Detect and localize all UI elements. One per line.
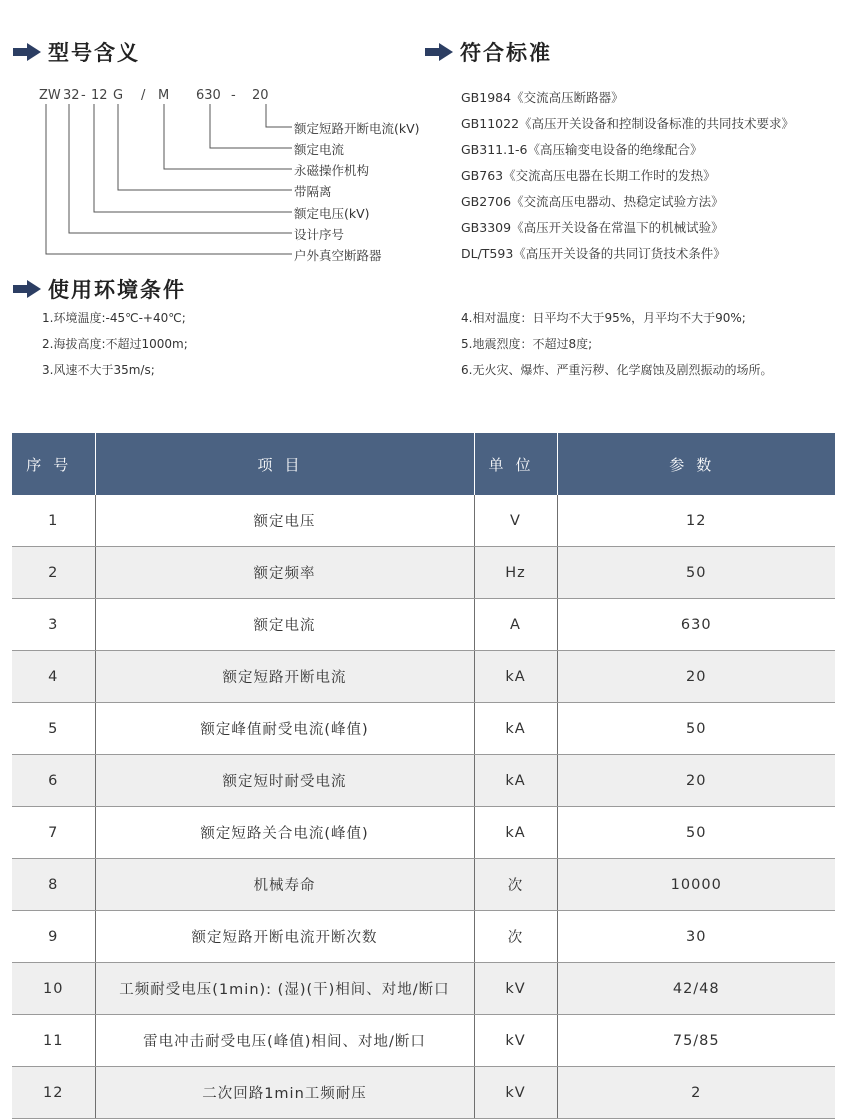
cell-index: 12 <box>12 1067 95 1119</box>
cell-item: 额定峰值耐受电流(峰值) <box>95 703 474 755</box>
cell-unit: kA <box>474 703 557 755</box>
environment-title: 使用环境条件 <box>48 278 186 302</box>
cell-index: 11 <box>12 1015 95 1067</box>
model-meaning-heading <box>12 37 140 67</box>
cell-index: 4 <box>12 651 95 703</box>
spec-table <box>12 433 835 1119</box>
code-part: ZW <box>39 88 61 103</box>
meaning-item: 永磁操作机构 <box>294 163 370 178</box>
cell-value: 10000 <box>557 859 835 911</box>
env-condition: 1.环境温度:-45℃-+40℃; <box>42 311 186 325</box>
env-condition: 2.海拔高度:不超过1000m; <box>42 337 188 351</box>
standard-item: GB311.1-6《高压输变电设备的绝缘配合》 <box>461 142 703 157</box>
cell-value: 30 <box>557 911 835 963</box>
table-row <box>12 495 835 547</box>
cell-value: 50 <box>557 703 835 755</box>
arrow-right-icon <box>424 42 454 62</box>
cell-item: 额定电压 <box>95 495 474 547</box>
standard-item: GB3309《高压开关设备在常温下的机械试验》 <box>461 220 724 235</box>
standards-title: 符合标准 <box>460 41 552 65</box>
env-condition: 3.风速不大于35m/s; <box>42 363 155 377</box>
standard-item: GB763《交流高压电器在长期工作时的发热》 <box>461 168 716 183</box>
arrow-right-icon <box>12 42 42 62</box>
cell-item: 额定短时耐受电流 <box>95 755 474 807</box>
cell-unit: kA <box>474 651 557 703</box>
cell-unit: kA <box>474 755 557 807</box>
standard-item: GB1984《交流高压断路器》 <box>461 90 624 105</box>
cell-item: 雷电冲击耐受电压(峰值)相间、对地/断口 <box>95 1015 474 1067</box>
header-item: 项目 <box>95 433 474 495</box>
cell-unit: kV <box>474 963 557 1015</box>
standard-item: GB2706《交流高压电器动、热稳定试验方法》 <box>461 194 724 209</box>
cell-value: 50 <box>557 547 835 599</box>
standards-heading <box>424 37 552 67</box>
cell-index: 3 <box>12 599 95 651</box>
cell-index: 6 <box>12 755 95 807</box>
standard-item: DL/T593《高压开关设备的共同订货技术条件》 <box>461 246 726 261</box>
header-unit: 单位 <box>474 433 557 495</box>
environment-heading <box>12 274 186 304</box>
table-body <box>12 495 835 1119</box>
cell-item: 额定短路开断电流 <box>95 651 474 703</box>
cell-value: 630 <box>557 599 835 651</box>
meaning-item: 带隔离 <box>294 184 332 199</box>
cell-item: 额定电流 <box>95 599 474 651</box>
table-header-row <box>12 433 835 495</box>
cell-index: 8 <box>12 859 95 911</box>
cell-unit: kV <box>474 1015 557 1067</box>
table-row <box>12 599 835 651</box>
code-part: 32 <box>63 88 80 103</box>
cell-item: 额定频率 <box>95 547 474 599</box>
code-part: / <box>141 88 146 103</box>
table-row <box>12 547 835 599</box>
meaning-item: 额定电流 <box>294 142 345 157</box>
code-part: 20 <box>252 88 269 103</box>
cell-value: 12 <box>557 495 835 547</box>
table-row <box>12 859 835 911</box>
cell-item: 二次回路1min工频耐压 <box>95 1067 474 1119</box>
meaning-item: 额定电压(kV) <box>294 206 370 221</box>
cell-index: 10 <box>12 963 95 1015</box>
cell-index: 2 <box>12 547 95 599</box>
cell-value: 2 <box>557 1067 835 1119</box>
cell-value: 20 <box>557 651 835 703</box>
cell-unit: Hz <box>474 547 557 599</box>
table-row <box>12 1015 835 1067</box>
code-part: 630 <box>196 88 221 103</box>
env-condition: 4.相对温度：日平均不大于95%，月平均不大于90%; <box>461 311 746 325</box>
cell-value: 75/85 <box>557 1015 835 1067</box>
header-value: 参数 <box>557 433 835 495</box>
meaning-item: 户外真空断路器 <box>294 248 382 263</box>
cell-index: 9 <box>12 911 95 963</box>
header-index: 序号 <box>12 433 95 495</box>
code-part: M <box>158 88 170 103</box>
cell-item: 工频耐受电压(1min): (湿)(干)相间、对地/断口 <box>95 963 474 1015</box>
env-condition: 5.地震烈度：不超过8度; <box>461 337 593 351</box>
table-row <box>12 807 835 859</box>
cell-item: 额定短路关合电流(峰值) <box>95 807 474 859</box>
table-row <box>12 911 835 963</box>
cell-unit: V <box>474 495 557 547</box>
standard-item: GB11022《高压开关设备和控制设备标准的共同技术要求》 <box>461 116 795 131</box>
code-part: - <box>81 88 86 103</box>
cell-unit: kV <box>474 1067 557 1119</box>
cell-index: 1 <box>12 495 95 547</box>
env-condition: 6.无火灾、爆炸、严重污秽、化学腐蚀及剧烈振动的场所。 <box>461 363 773 377</box>
meaning-item: 设计序号 <box>294 227 345 242</box>
code-part: G <box>113 88 124 103</box>
table-row <box>12 703 835 755</box>
cell-value: 20 <box>557 755 835 807</box>
arrow-right-icon <box>12 279 42 299</box>
meaning-item: 额定短路开断电流(kV) <box>294 121 420 136</box>
cell-item: 额定短路开断电流开断次数 <box>95 911 474 963</box>
cell-unit: 次 <box>474 911 557 963</box>
code-part: 12 <box>91 88 108 103</box>
model-meaning-title: 型号含义 <box>48 41 140 65</box>
cell-index: 7 <box>12 807 95 859</box>
table-row <box>12 1067 835 1119</box>
table-row <box>12 755 835 807</box>
cell-index: 5 <box>12 703 95 755</box>
cell-unit: 次 <box>474 859 557 911</box>
cell-item: 机械寿命 <box>95 859 474 911</box>
table-row <box>12 963 835 1015</box>
cell-value: 42/48 <box>557 963 835 1015</box>
model-code <box>36 88 296 108</box>
cell-unit: A <box>474 599 557 651</box>
cell-unit: kA <box>474 807 557 859</box>
cell-value: 50 <box>557 807 835 859</box>
table-row <box>12 651 835 703</box>
code-part: - <box>231 88 236 103</box>
